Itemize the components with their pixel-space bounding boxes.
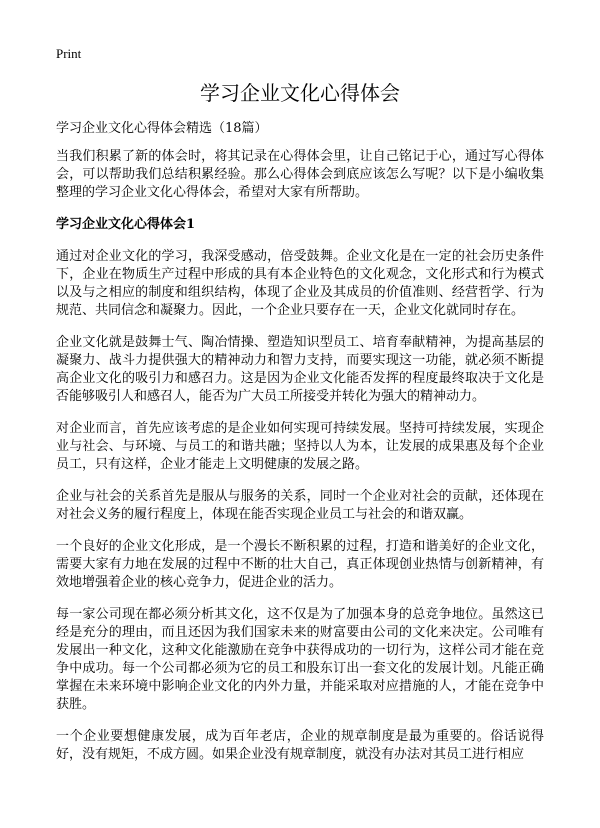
body-paragraph: 通过对企业文化的学习，我深受感动，倍受鼓舞。企业文化是在一定的社会历史条件下，企业在物质生产过程中形成的具有本企业特色的文化观念，文化形式和行为模式以及与之相应的制度和组织结构，体现了企业及其成员的价值准则、经营哲学、行为规范、共同信念和凝聚力。因此，一个企业只要存在一天，企业文化就同时存在。 — [56, 249, 544, 318]
body-paragraph: 对企业而言，首先应该考虑的是企业如何实现可持续发展。坚持可持续发展，实现企业与社会、与环境、与员工的和谐共融；坚持以人为本，让发展的成果惠及每个企业员工，只有这样，企业才能走上文明健康的发展之路。 — [56, 421, 544, 472]
page-title: 学习企业文化心得体会 — [200, 81, 400, 105]
body-paragraph: 企业与社会的关系首先是服从与服务的关系，同时一个企业对社会的贡献，还体现在对社会义务的履行程度上，体现在能否实现企业员工与社会的和谐双赢。 — [56, 489, 544, 522]
print-link[interactable]: Print — [56, 46, 82, 61]
body-paragraph: 一个良好的企业文化形成，是一个漫长不断积累的过程，打造和谐美好的企业文化，需要大家有力地在发展的过程中不断的壮大自己，真正体现创业热情与创新精神，有效地增强着企业的核心竞争力，促进企业的活力。 — [56, 539, 544, 590]
body-paragraph: 企业文化就是鼓舞士气、陶冶情操、塑造知识型员工、培育奉献精神，为提高基层的凝聚力、战斗力提供强大的精神动力和智力支持，而要实现这一功能，就必须不断提高企业文化的吸引力和感召力。这是因为企业文化能否发挥的程度最终取决于文化是否能够吸引人和感召人，能否为广大员工所接受并转化为强大的精神动力。 — [56, 335, 544, 404]
body-paragraph: 每一家公司现在都必须分析其文化，这不仅是为了加强本身的总竞争地位。虽然这已经是充分的理由，而且还因为我们国家未来的财富要由公司的文化来决定。公司唯有发展出一种文化，这种文化能激励在竞争中获得成功的一切行为，这样公司才能在竞争中成功。每一个公司都必须为它的员工和股东订出一套文化的发展计划。凡能正确掌握在未来环境中影响企业文化的内外力量，并能采取对应措施的人，才能在竞争中获胜。 — [56, 607, 544, 712]
intro-paragraph: 当我们积累了新的体会时，将其记录在心得体会里，让自己铭记于心，通过写心得体会，可以帮助我们总结积累经验。那么心得体会到底应该怎么写呢？以下是小编收集整理的学习企业文化心得体会，希望对大家有所帮助。 — [56, 149, 544, 200]
document-subtitle: 学习企业文化心得体会精选（18篇） — [56, 121, 268, 136]
document-body — [56, 148, 544, 778]
body-paragraph: 一个企业要想健康发展，成为百年老店，企业的规章制度是最为重要的。俗话说得好，没有规矩，不成方圆。如果企业没有规章制度，就没有办法对其员工进行相应 — [56, 729, 544, 762]
section-heading: 学习企业文化心得体会1 — [56, 217, 196, 232]
